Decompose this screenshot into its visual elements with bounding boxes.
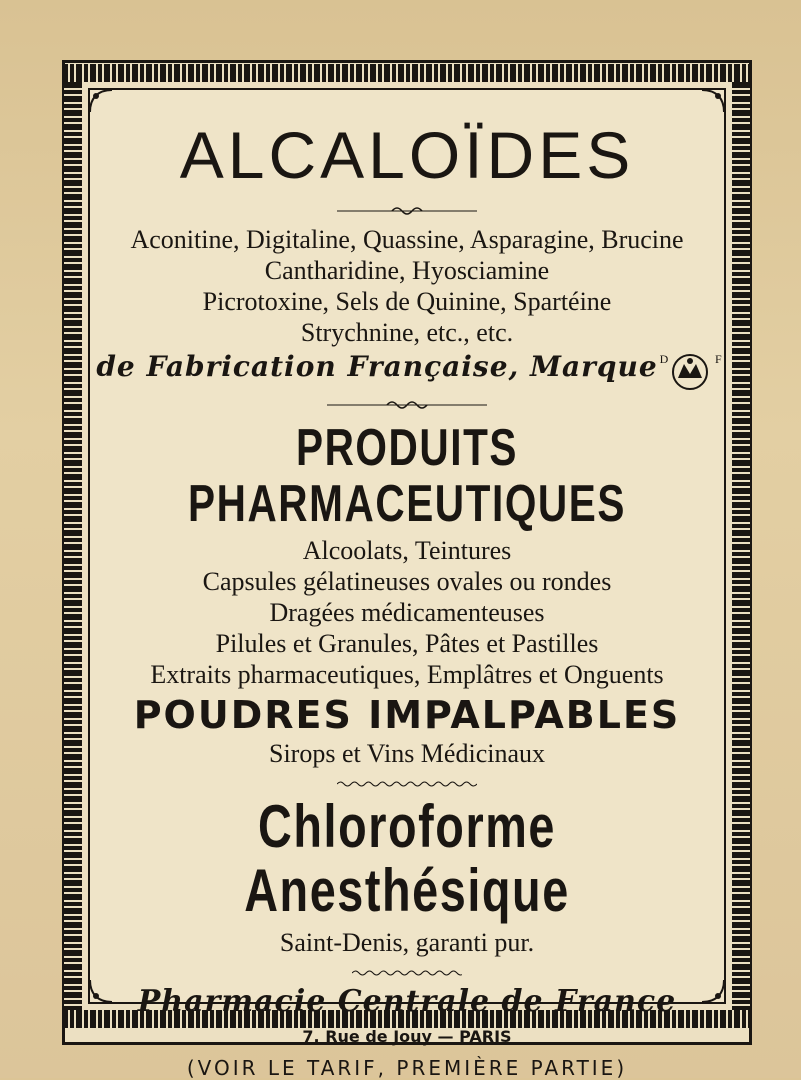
ornamental-rule-icon xyxy=(327,398,487,412)
seal-icon xyxy=(659,352,718,392)
border-band-right xyxy=(732,82,750,1010)
advertisement-content xyxy=(92,92,722,1080)
products-line: Alcoolats, Teintures xyxy=(302,536,512,565)
chloroforme-wrap xyxy=(92,795,722,923)
saint-denis-line: Saint-Denis, garanti pur. xyxy=(279,928,535,957)
squiggle-rule-icon xyxy=(337,779,477,789)
squiggle-rule-icon xyxy=(352,968,462,978)
page-title: ALCALOÏDES xyxy=(179,118,635,192)
products-list xyxy=(92,535,722,690)
products-heading-wrap xyxy=(92,420,722,533)
fabrication-line xyxy=(92,350,722,394)
poudres-heading: POUDRES IMPALPABLES xyxy=(133,693,681,737)
pharmacie-name: Pharmacie Centrale de France xyxy=(137,984,677,1019)
products-line: Pilules et Granules, Pâtes et Pastilles xyxy=(215,629,599,658)
sirops-line: Sirops et Vins Médicinaux xyxy=(269,739,545,768)
alkaloids-list xyxy=(92,224,722,348)
trademark-seal xyxy=(659,352,722,392)
alkaloids-line: Cantharidine, Hyosciamine xyxy=(264,256,550,285)
alkaloids-line: Picrotoxine, Sels de Quinine, Spartéine xyxy=(202,287,612,316)
address-line: 7, Rue de Jouy — PARIS xyxy=(302,1027,512,1046)
products-line: Dragées médicamenteuses xyxy=(269,598,545,627)
tarif-line: (VOIR LE TARIF, PREMIÈRE PARTIE) xyxy=(186,1056,628,1080)
products-line: Capsules gélatineuses ovales ou rondes xyxy=(202,567,612,596)
products-heading: PRODUITS PHARMACEUTIQUES xyxy=(187,419,627,533)
seal-letter-left: D xyxy=(659,352,669,367)
alkaloids-line: Aconitine, Digitaline, Quassine, Asparagine, Brucine xyxy=(130,225,684,254)
alkaloids-line: Strychnine, etc., etc. xyxy=(300,318,514,347)
border-band-left xyxy=(64,82,82,1010)
chloroforme-heading: Chloroforme Anesthésique xyxy=(244,793,570,924)
products-line: Extraits pharmaceutiques, Emplâtres et Onguents xyxy=(150,660,664,689)
seal-letter-right: F xyxy=(714,352,722,367)
fabrication-text: de Fabrication Française, Marque xyxy=(96,350,658,383)
border-band-top xyxy=(62,64,752,82)
ornamental-rule-icon xyxy=(337,204,477,218)
